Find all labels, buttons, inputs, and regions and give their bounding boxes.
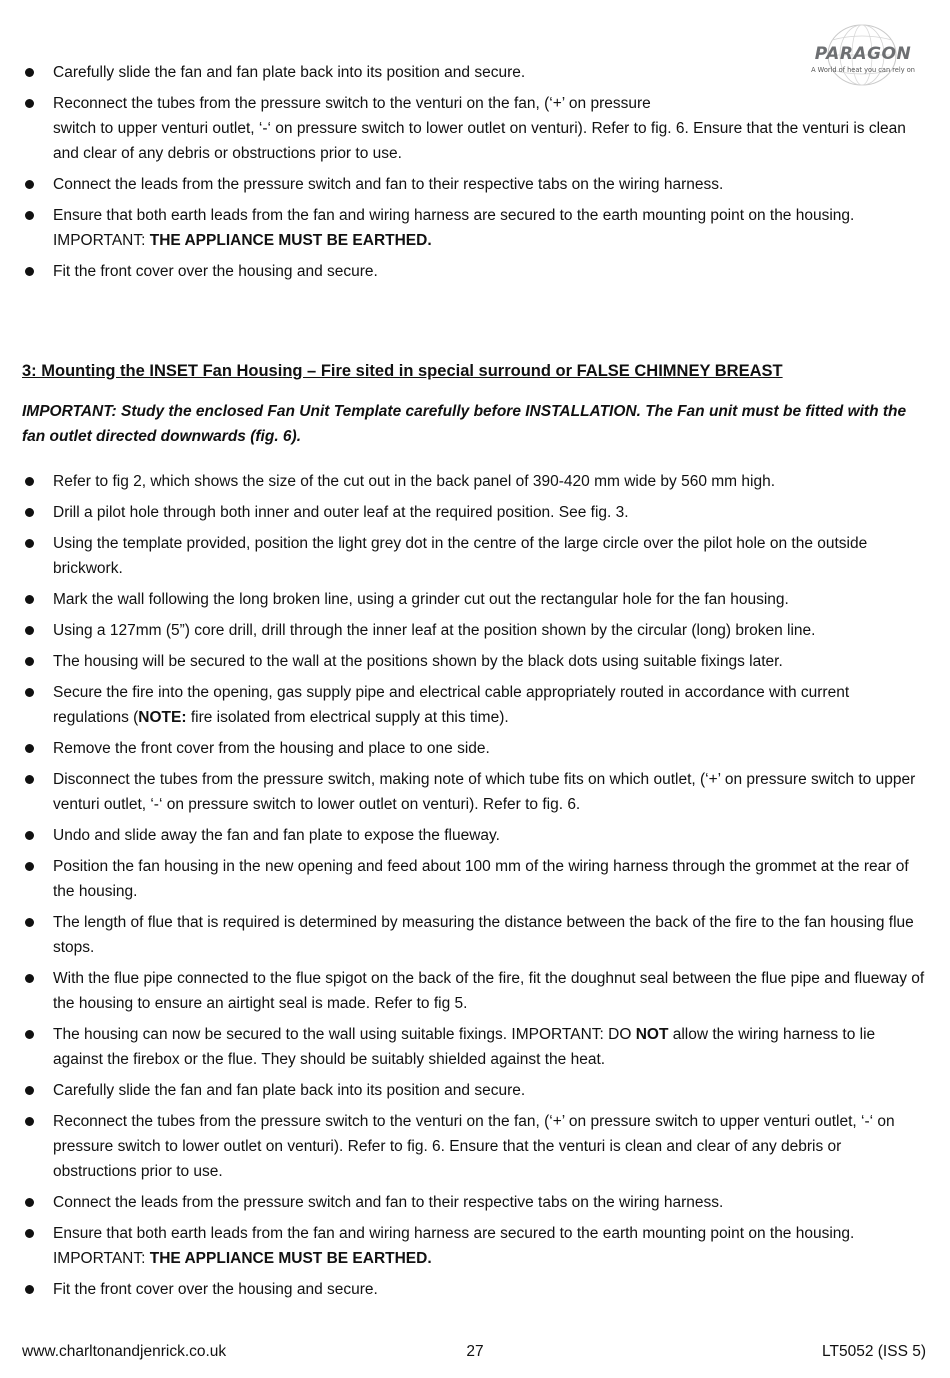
bullet-icon xyxy=(25,68,34,77)
list-item xyxy=(22,587,928,612)
item-text: switch to upper venturi outlet, ‘-‘ on pressure switch to lower outlet on venturi). Refer to fig. 6. Ensure that the venturi is clean and clear of any debris or obstructions prior to use. xyxy=(53,120,906,162)
bullet-icon xyxy=(25,688,34,697)
item-text: Carefully slide the fan and fan plate back into its position and secure. xyxy=(53,64,526,81)
list-item xyxy=(22,531,928,581)
bullet-icon xyxy=(25,1117,34,1126)
bullet-icon xyxy=(25,831,34,840)
item-text: Refer to fig 2, which shows the size of the cut out in the back panel of 390-420 mm wide by 560 mm high. xyxy=(53,473,775,490)
item-text: With the flue pipe connected to the flue spigot on the back of the fire, fit the doughnut seal between the flue pipe and flueway of the housing to ensure an airtight seal is made. Refer to fig 5. xyxy=(53,970,925,1012)
item-text: fire isolated from electrical supply at this time). xyxy=(186,709,509,726)
bullet-icon xyxy=(25,744,34,753)
list-item xyxy=(22,854,928,904)
item-text: Secure the fire into the opening, gas supply pipe and electrical cable appropriately routed in accordance with current regulations ( xyxy=(53,684,850,726)
bullet-icon xyxy=(25,1198,34,1207)
bold-text: NOTE: xyxy=(138,709,187,726)
important-note: IMPORTANT: Study the enclosed Fan Unit Template carefully before INSTALLATION. The Fan unit must be fitted with the fan outlet directed downwards (fig. 6). xyxy=(22,403,907,445)
bullet-icon xyxy=(25,1030,34,1039)
item-text: allow the wiring harness to lie against the firebox or the flue. They should be suitably shielded against the heat. xyxy=(53,1026,876,1068)
item-text: Ensure that both earth leads from the fan and wiring harness are secured to the earth mounting point on the housing. IMPORTANT: xyxy=(53,207,855,249)
list-item xyxy=(22,618,928,643)
item-text: The housing can now be secured to the wall using suitable fixings. IMPORTANT: DO xyxy=(53,1026,636,1043)
list-item xyxy=(22,172,928,197)
bullet-icon xyxy=(25,508,34,517)
item-text: Reconnect the tubes from the pressure switch to the venturi on the fan, (‘+’ on pressure xyxy=(53,95,651,112)
list-item xyxy=(22,1022,928,1072)
bullet-icon xyxy=(25,595,34,604)
list-item xyxy=(22,91,928,166)
bullet-icon xyxy=(25,1229,34,1238)
bullet-icon xyxy=(25,1285,34,1294)
item-text: Fit the front cover over the housing and secure. xyxy=(53,1281,378,1298)
page-footer xyxy=(22,1340,928,1364)
bullet-icon xyxy=(25,99,34,108)
list-item xyxy=(22,203,928,253)
item-text: Using the template provided, position the light grey dot in the centre of the large circle over the pilot hole on the outside brickwork. xyxy=(53,535,868,577)
list-item xyxy=(22,680,928,730)
bullet-icon xyxy=(25,775,34,784)
bold-text: THE APPLIANCE MUST BE EARTHED. xyxy=(149,1250,432,1267)
list-item xyxy=(22,910,928,960)
item-text: Using a 127mm (5”) core drill, drill through the inner leaf at the position shown by the circular (long) broken line. xyxy=(53,622,816,639)
bullet-icon xyxy=(25,267,34,276)
logo-brand-text: PARAGON xyxy=(814,44,912,64)
top-bullet-list xyxy=(22,60,928,290)
list-item xyxy=(22,500,928,525)
item-text: The length of flue that is required is determined by measuring the distance between the back of the fire to the fan housing flue stops. xyxy=(53,914,914,956)
list-item xyxy=(22,1221,928,1271)
list-item xyxy=(22,259,928,284)
list-item xyxy=(22,469,928,494)
bullet-icon xyxy=(25,1086,34,1095)
item-text: Carefully slide the fan and fan plate back into its position and secure. xyxy=(53,1082,526,1099)
footer-page-number: 27 xyxy=(466,1343,484,1360)
bullet-icon xyxy=(25,862,34,871)
bullet-icon xyxy=(25,211,34,220)
item-text: Fit the front cover over the housing and secure. xyxy=(53,263,378,280)
bullet-icon xyxy=(25,918,34,927)
item-text: Position the fan housing in the new opening and feed about 100 mm of the wiring harness through the grommet at the rear of the housing. xyxy=(53,858,909,900)
item-text: Undo and slide away the fan and fan plate to expose the flueway. xyxy=(53,827,500,844)
item-text: Ensure that both earth leads from the fan and wiring harness are secured to the earth mounting point on the housing. IMPORTANT: xyxy=(53,1225,855,1267)
list-item xyxy=(22,1190,928,1215)
list-item xyxy=(22,649,928,674)
footer-website: www.charltonandjenrick.co.uk xyxy=(22,1343,227,1360)
bullet-icon xyxy=(25,626,34,635)
list-item xyxy=(22,1078,928,1103)
main-bullet-list xyxy=(22,469,928,1308)
bold-text: THE APPLIANCE MUST BE EARTHED. xyxy=(149,232,432,249)
bullet-icon xyxy=(25,539,34,548)
logo-tagline: A World of heat you can rely on xyxy=(811,66,915,74)
bold-text: NOT xyxy=(635,1026,669,1043)
list-item xyxy=(22,823,928,848)
list-item xyxy=(22,966,928,1016)
list-item xyxy=(22,1109,928,1184)
item-text: Remove the front cover from the housing and place to one side. xyxy=(53,740,490,757)
bullet-icon xyxy=(25,657,34,666)
item-text: Connect the leads from the pressure switch and fan to their respective tabs on the wiring harness. xyxy=(53,1194,724,1211)
list-item xyxy=(22,1277,928,1302)
item-text: Drill a pilot hole through both inner and outer leaf at the required position. See fig. 3. xyxy=(53,504,629,521)
list-item xyxy=(22,767,928,817)
item-text: The housing will be secured to the wall at the positions shown by the black dots using suitable fixings later. xyxy=(53,653,783,670)
list-item xyxy=(22,60,928,85)
item-text: Disconnect the tubes from the pressure switch, making note of which tube fits on which outlet, (‘+’ on pressure switch to upper venturi outlet, ‘-‘ on pressure switch to lower outlet on venturi). Refer to fig. 6. xyxy=(53,771,916,813)
bullet-icon xyxy=(25,477,34,486)
item-text: Reconnect the tubes from the pressure switch to the venturi on the fan, (‘+’ on pressure switch to upper venturi outlet, ‘-‘ on pressure switch to lower outlet on venturi). Refer to fig. 6. Ensure that the venturi is clean and clear of any debris or obstructions prior to use. xyxy=(53,1113,895,1180)
bullet-icon xyxy=(25,180,34,189)
item-text: Mark the wall following the long broken line, using a grinder cut out the rectangular hole for the fan housing. xyxy=(53,591,789,608)
item-text: Connect the leads from the pressure switch and fan to their respective tabs on the wiring harness. xyxy=(53,176,724,193)
footer-doc-ref: LT5052 (ISS 5) xyxy=(822,1343,926,1360)
bullet-icon xyxy=(25,974,34,983)
section-heading: 3: Mounting the INSET Fan Housing – Fire sited in special surround or FALSE CHIMNEY BREAST xyxy=(22,362,783,380)
list-item xyxy=(22,736,928,761)
